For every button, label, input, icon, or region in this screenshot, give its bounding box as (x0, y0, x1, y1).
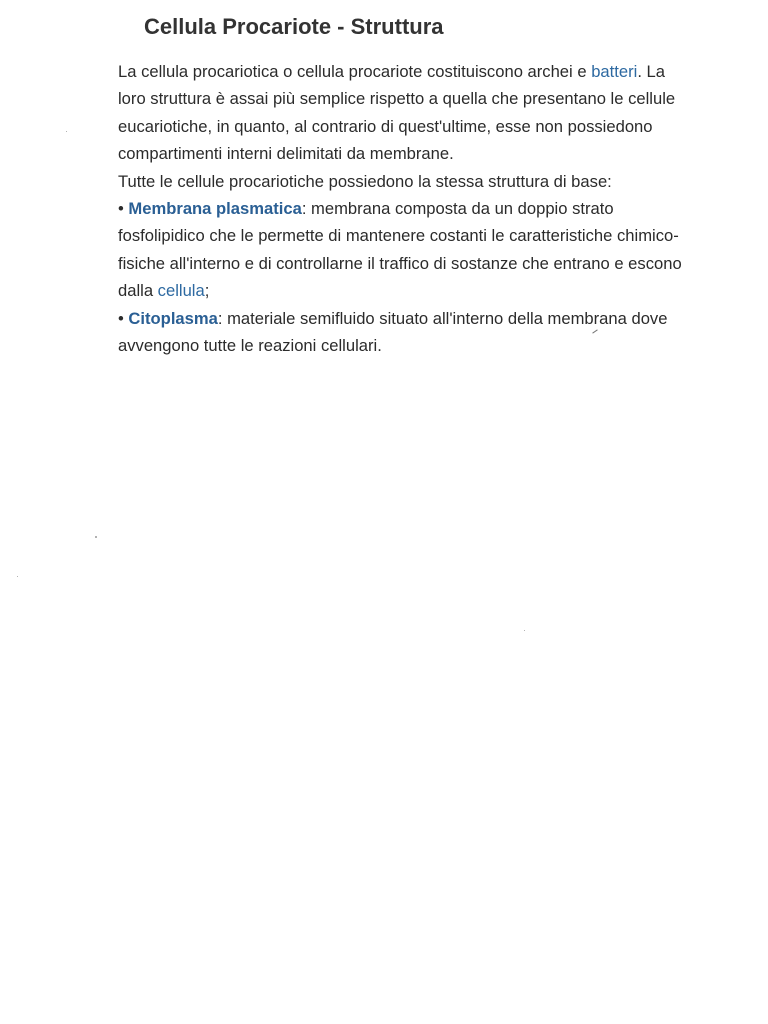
intro-line-2: loro struttura è assai più semplice rispetto a quella che presentano le cellule (118, 89, 676, 109)
citoplasma-link[interactable]: Citoplasma (128, 308, 218, 328)
membrana-plasmatica-link[interactable]: Membrana plasmatica (128, 199, 302, 219)
document-body (118, 58, 768, 359)
citoplasma-line-1-text: : materiale semifluido situato all'interno della membrana dove (217, 308, 668, 328)
membrana-line-3: fisiche all'interno e di controllarne il traffico di sostanze che entrano e escono (118, 253, 682, 273)
intro-line-1-end: . La (637, 62, 665, 81)
scan-speck (524, 630, 525, 631)
scan-speck (95, 536, 97, 538)
membrana-line-1 (118, 195, 768, 222)
membrana-line-4-end: ; (204, 281, 210, 301)
scan-speck (17, 576, 18, 577)
intro-line-5: Tutte le cellule procariotiche possiedono la stessa struttura di base: (118, 171, 612, 191)
citoplasma-bullet: • (118, 308, 129, 328)
intro-line-1 (118, 58, 768, 85)
membrana-bullet: • (118, 199, 129, 219)
scan-speck (66, 131, 67, 132)
intro-line-1-text: La cellula procariotica o cellula procariote costituiscono archei e (118, 62, 592, 81)
intro-line-3: eucariotiche, in quanto, al contrario di quest'ultime, esse non possiedono (118, 116, 653, 136)
intro-line-4: compartimenti interni delimitati da membrane. (118, 144, 454, 164)
membrana-line-4-text: dalla (118, 281, 158, 301)
page-title: Cellula Procariote - Struttura (144, 14, 444, 39)
batteri-link[interactable]: batteri (591, 62, 638, 81)
membrana-line-1-text: : membrana composta da un doppio strato (301, 199, 614, 219)
citoplasma-line-1 (118, 305, 768, 332)
cellula-link[interactable]: cellula (157, 281, 205, 301)
membrana-line-4 (118, 277, 768, 304)
citoplasma-line-2: avvengono tutte le reazioni cellulari. (118, 336, 382, 356)
membrana-line-2: fosfolipidico che le permette di mantenere costanti le caratteristiche chimico- (118, 226, 679, 246)
